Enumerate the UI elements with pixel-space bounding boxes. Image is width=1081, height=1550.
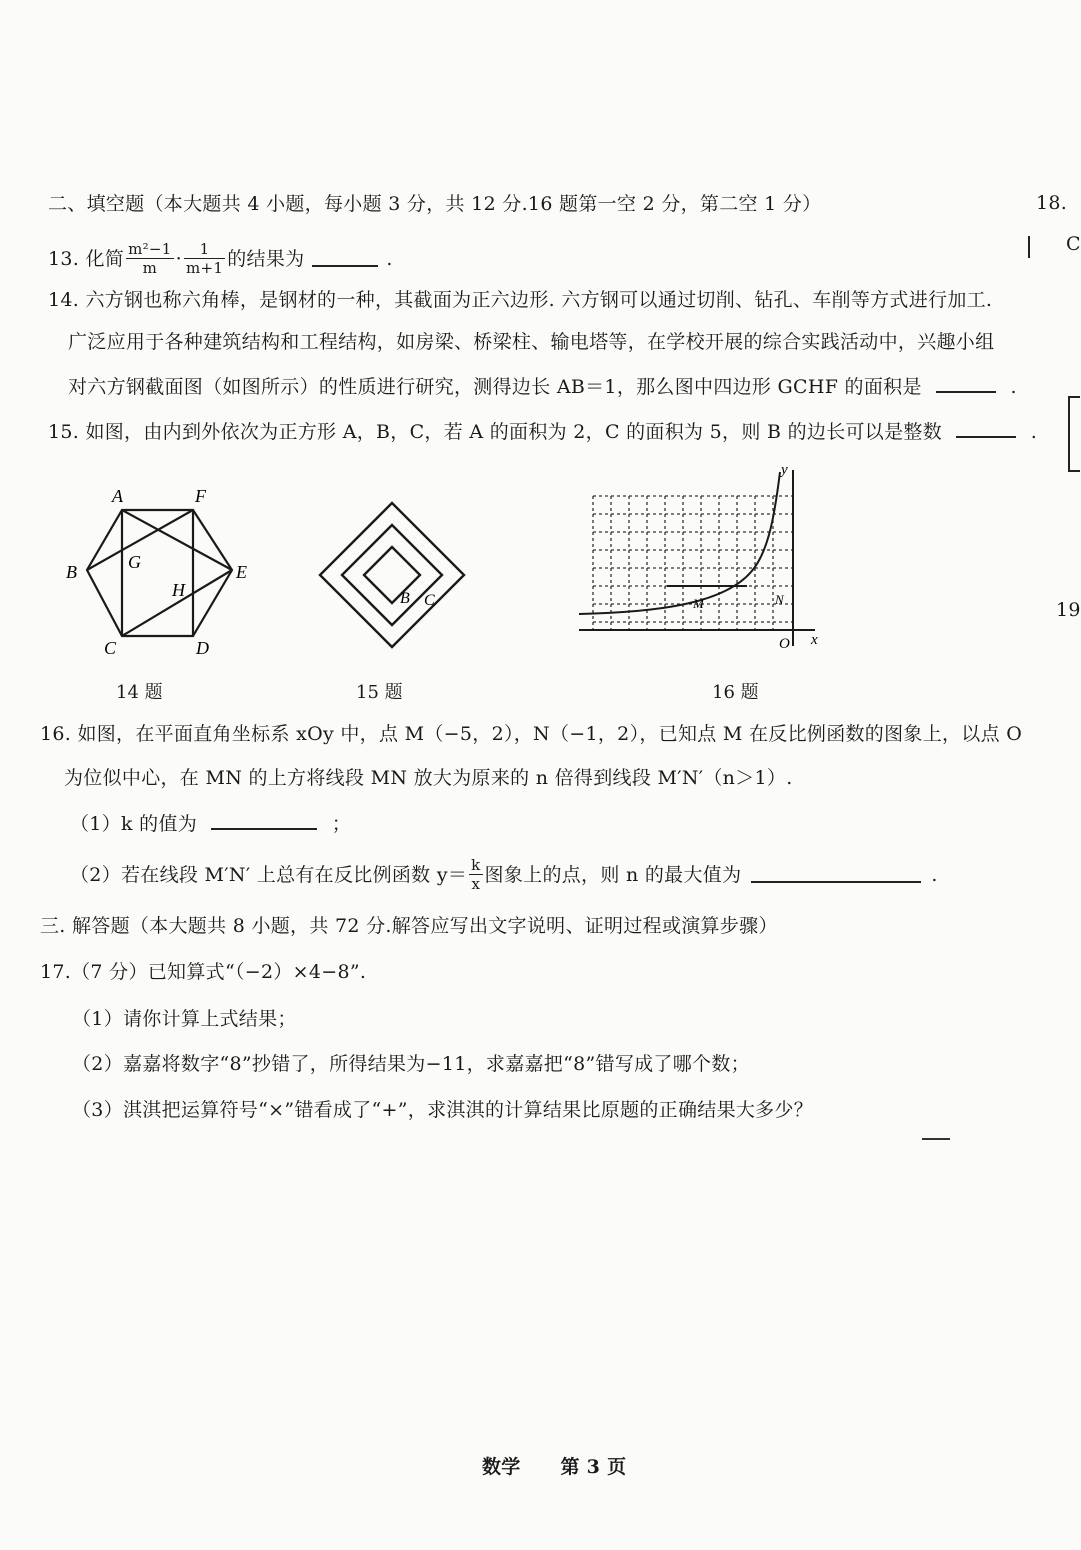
square-b (342, 525, 442, 625)
label-h: H (172, 580, 185, 600)
q17-part-1: （1）请你计算上式结果； (72, 1008, 297, 1030)
q13-prefix: 13. 化简 (48, 247, 125, 270)
q14-line-1: 14. 六方钢也称六角棒，是钢材的一种，其截面为正六边形. 六方钢可以通过切削、钻孔、车削等方式进行加工. (48, 289, 993, 311)
q13-dot: · (175, 247, 182, 270)
q16-sub2-answer-blank (751, 867, 921, 883)
q16-sub1-answer-blank (211, 814, 317, 830)
square-a (364, 547, 420, 603)
stray-mark (922, 1138, 950, 1140)
q16-line-2: 为位似中心，在 MN 的上方将线段 MN 放大为原来的 n 倍得到线段 M′N′（n＞1）. (64, 767, 793, 789)
label-g: G (128, 552, 141, 572)
figure-15-caption: 15 题 (356, 682, 403, 703)
label-c: C (424, 592, 435, 609)
q15-end: . (1030, 421, 1038, 443)
point-label-m: M (693, 596, 704, 611)
q13-suffix: 的结果为 (227, 247, 305, 270)
edge-question-number-18: 18. (1036, 192, 1068, 214)
q15-answer-blank (956, 422, 1016, 438)
section-3-heading: 三. 解答题（本大题共 8 小题，共 72 分.解答应写出文字说明、证明过程或演算步骤） (40, 915, 778, 937)
figure-14-caption: 14 题 (116, 682, 163, 703)
q15-line-1: 15. 如图，由内到外依次为正方形 A，B，C，若 A 的面积为 2，C 的面积为 5，则 B 的边长可以是整数 (48, 421, 942, 443)
question-14-line-3 (68, 375, 1017, 399)
figure-14-hexagon (50, 478, 270, 668)
label-c: C (104, 638, 117, 658)
q13-fraction-1 (126, 240, 174, 277)
footer-subject: 数学 (482, 1456, 521, 1478)
figure-16-caption: 16 题 (712, 682, 759, 703)
q14-line-2: 广泛应用于各种建筑结构和工程结构，如房梁、桥梁柱、输电塔等，在学校开展的综合实践活动中，兴趣小组 (68, 331, 995, 353)
label-a: A (112, 486, 123, 506)
question-13 (48, 240, 393, 277)
q16-fraction (469, 856, 482, 893)
q16-sub1-prefix: （1）k 的值为 (70, 813, 198, 835)
q16-sub2-suffix: 图象上的点，则 n 的最大值为 (484, 863, 742, 886)
q16-sub2-end: . (931, 863, 938, 886)
figure-16-coordinate-grid (575, 462, 825, 662)
q16-frac-denominator: x (471, 875, 481, 893)
q16-sub2-prefix: （2）若在线段 M′N′ 上总有在反比例函数 y＝ (70, 863, 468, 886)
origin-label: O (779, 636, 790, 652)
footer-page-number: 第 3 页 (560, 1456, 627, 1478)
question-16-part-2 (70, 856, 938, 893)
q14-answer-blank (936, 377, 996, 393)
label-b: B (400, 590, 410, 607)
point-label-n: N (775, 592, 784, 607)
label-d: D (196, 638, 209, 658)
q13-frac1-denominator: m (142, 259, 158, 277)
q17-part-2: （2）嘉嘉将数字“8”抄错了，所得结果为−11，求嘉嘉把“8”错写成了哪个数； (72, 1053, 750, 1075)
q17-stem: 17.（7 分）已知算式“（−2）×4−8”. (40, 961, 367, 983)
q16-frac-numerator: k (471, 856, 481, 874)
q13-frac1-numerator: m²−1 (128, 240, 172, 258)
q13-frac2-denominator: m+1 (185, 259, 224, 277)
footer (482, 1455, 626, 1479)
q13-end: . (386, 247, 393, 270)
label-e: E (236, 562, 247, 582)
section-2-heading: 二、填空题（本大题共 4 小题，每小题 3 分，共 12 分.16 题第一空 2 分，第二空 1 分） (48, 193, 822, 215)
edge-question-number-19: 19 (1056, 599, 1081, 621)
q13-fraction-2 (184, 240, 225, 277)
figure-15-squares (312, 495, 472, 655)
axis-label-x: x (811, 632, 818, 648)
axis-label-y: y (781, 462, 788, 478)
edge-box (1068, 396, 1080, 472)
q14-end: . (1010, 376, 1017, 398)
label-f: F (195, 486, 206, 506)
edge-mark (1028, 236, 1030, 258)
hyperbola-curve (579, 472, 780, 614)
q16-sub1-end: ； (331, 813, 352, 835)
q16-line-1: 16. 如图，在平面直角坐标系 xOy 中，点 M（−5，2），N（−1，2），已知点 M 在反比例函数的图象上，以点 O (40, 723, 1023, 745)
q13-frac2-numerator: 1 (184, 240, 225, 259)
label-b: B (66, 562, 77, 582)
q17-part-3: （3）淇淇把运算符号“×”错看成了“+”，求淇淇的计算结果比原题的正确结果大多少？ (72, 1099, 814, 1121)
q13-answer-blank (312, 251, 378, 267)
question-16-part-1 (70, 812, 351, 836)
q14-line-3-text: 对六方钢截面图（如图所示）的性质进行研究，测得边长 AB＝1，那么图中四边形 GCHF 的面积是 (68, 376, 922, 398)
edge-letter-c: C (1066, 233, 1081, 255)
question-15 (48, 420, 1037, 444)
